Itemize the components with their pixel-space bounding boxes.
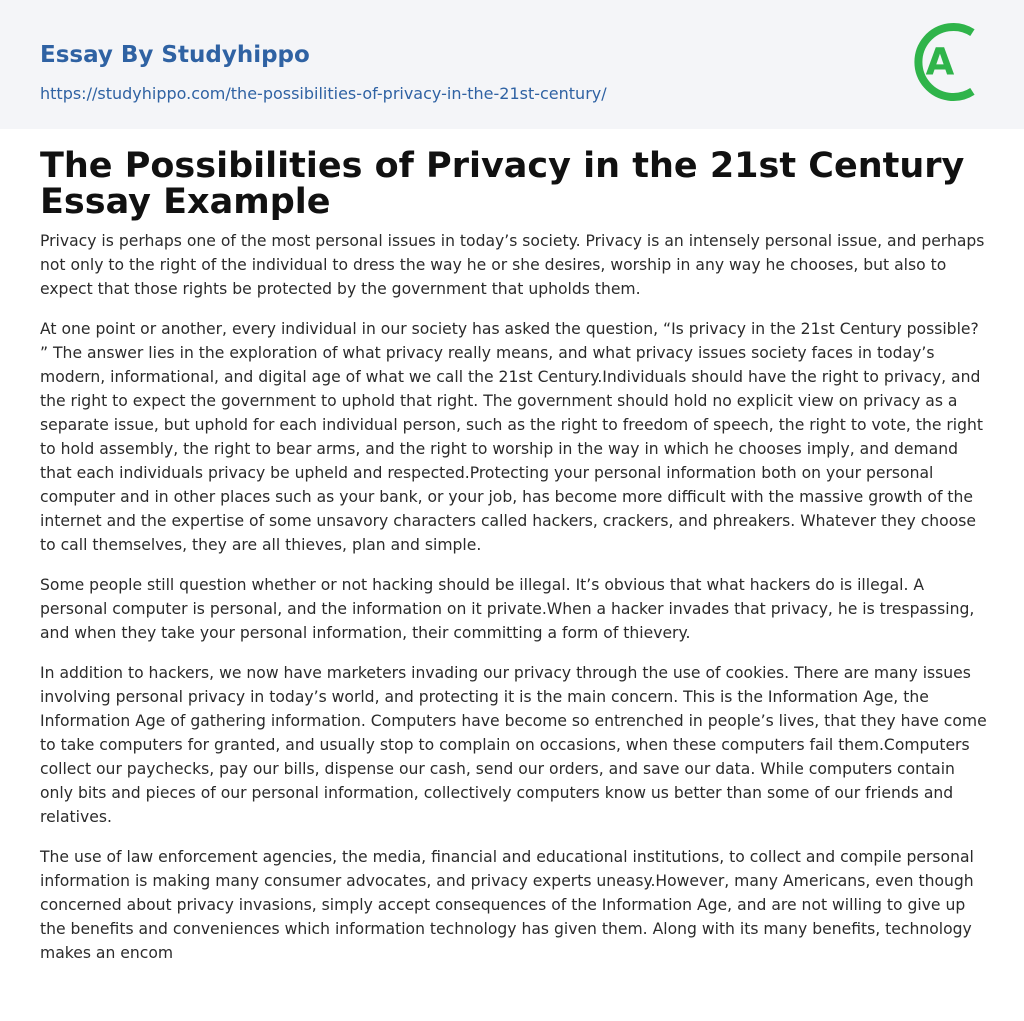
essay-paragraph: At one point or another, every individual in our society has asked the question, “Is privacy in the 21st Century possible? ” The answer lies in the exploration of what privacy really means, and what privacy issues society faces in today’s modern, informational, and digital age of what we call the 21st Century.Individuals should have the right to privacy, and the right to expect the government to uphold that right. The government should hold no explicit view on privacy as a separate issue, but uphold for each individual person, such as the right to freedom of speech, the right to vote, the right to hold assembly, the right to bear arms, and the right to worship in the way in which he chooses imply, and demand that each individuals privacy be upheld and respected.Protecting your personal information both on your personal computer and in other places such as your bank, or your job, has become more difficult with the massive growth of the internet and the expertise of some unsavory characters called hackers, crackers, and phreakers. Whatever they choose to call themselves, they are all thieves, plan and simple. bbox=[40, 320, 984, 554]
essay-paragraph: Some people still question whether or not hacking should be illegal. It’s obvious that what hackers do is illegal. A personal computer is personal, and the information on it private.When a hacker invades that privacy, he is trespassing, and when they take your personal information, their committing a form of thievery. bbox=[40, 576, 975, 642]
studyhippo-logo-icon[interactable] bbox=[912, 19, 986, 105]
logo-letter: A bbox=[925, 40, 955, 84]
essay-title: The Possibilities of Privacy in the 21st Century Essay Example bbox=[40, 146, 965, 222]
essay-paragraph: In addition to hackers, we now have marketers invading our privacy through the use of cookies. There are many issues involving personal privacy in today’s world, and protecting it is the main concern. This is the Information Age, the Information Age of gathering information. Computers have become so entrenched in people’s lives, that they have come to take computers for granted, and usually stop to complain on occasions, when these computers fail them.Computers collect our paychecks, pay our bills, dispense our cash, send our orders, and save our data. While computers contain only bits and pieces of our personal information, collectively computers know us better than some of our friends and relatives. bbox=[40, 664, 987, 826]
essay-paragraph: The use of law enforcement agencies, the media, financial and educational institutions, to collect and compile personal information is making many consumer advocates, and privacy experts uneasy.However, many Americans, even though concerned about privacy invasions, simply accept consequences of the Information Age, and are not willing to give up the benefits and conveniences which information technology has given them. Along with its many benefits, technology makes an encom bbox=[40, 848, 974, 962]
essay-url-link[interactable]: https://studyhippo.com/the-possibilities-of-privacy-in-the-21st-century/ bbox=[40, 84, 607, 103]
essay-paragraph: Privacy is perhaps one of the most personal issues in today’s society. Privacy is an intensely personal issue, and perhaps not only to the right of the individual to dress the way he or she desires, worship in any way he chooses, but also to expect that those rights be protected by the government that upholds them. bbox=[40, 232, 985, 298]
essay-body bbox=[40, 229, 988, 981]
site-brand[interactable]: Essay By Studyhippo bbox=[40, 42, 310, 68]
site-header bbox=[0, 0, 1024, 129]
